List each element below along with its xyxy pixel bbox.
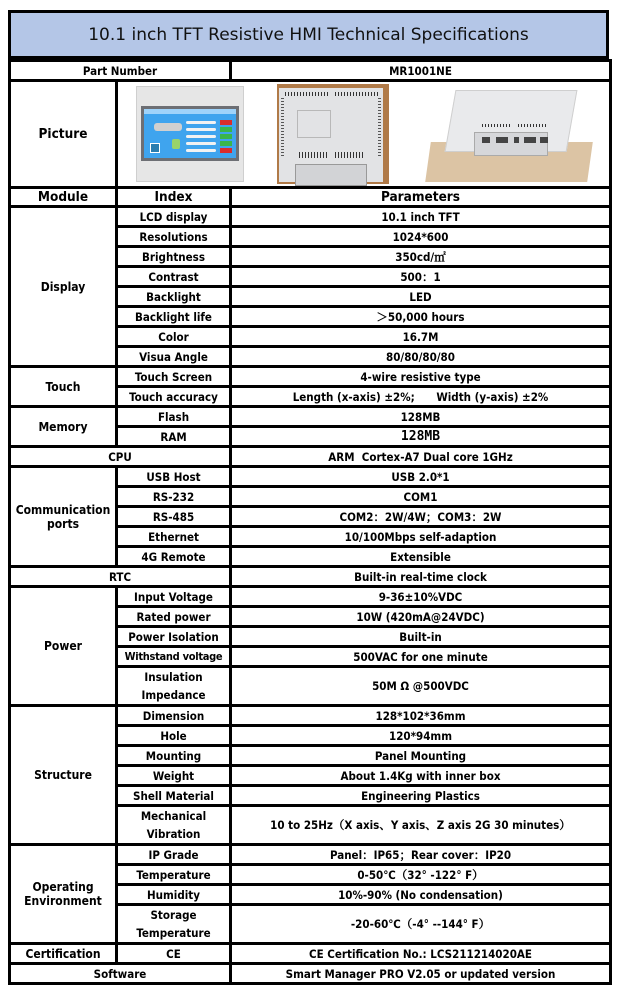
index-cell: Color	[117, 327, 231, 347]
index-cell: LCD display	[117, 207, 231, 227]
index-cell: 4G Remote	[117, 547, 231, 567]
index-cell: Weight	[117, 766, 231, 786]
value-cell: 120*94mm	[231, 726, 611, 746]
header-index: Index	[117, 188, 231, 207]
value-cell: USB 2.0*1	[231, 467, 611, 487]
value-cell: 4-wire resistive type	[231, 367, 611, 387]
index-cell: RAM	[117, 427, 231, 447]
index-cell: Temperature	[117, 865, 231, 885]
module-touch: Touch	[10, 367, 117, 407]
index-cell: Power Isolation	[117, 627, 231, 647]
value-cell: Extensible	[231, 547, 611, 567]
value-cell: 128MB	[231, 427, 611, 447]
index-cell: Input Voltage	[117, 587, 231, 607]
software-label: Software	[10, 964, 231, 984]
table-row	[10, 407, 611, 427]
index-cell: IP Grade	[117, 845, 231, 865]
product-pictures	[117, 81, 611, 188]
value-cell: CE Certification No.: LCS211214020AE	[231, 944, 611, 964]
cpu-row	[10, 447, 611, 467]
index-cell: Visua Angle	[117, 347, 231, 367]
part-number-row	[10, 61, 611, 81]
value-cell: 1024*600	[231, 227, 611, 247]
index-cell: Mounting	[117, 746, 231, 766]
software-row	[10, 964, 611, 984]
spec-table	[8, 59, 612, 985]
header-parameters: Parameters	[231, 188, 611, 207]
value-cell: COM1	[231, 487, 611, 507]
value-cell: Panel：IP65；Rear cover：IP20	[231, 845, 611, 865]
module-display: Display	[10, 207, 117, 367]
rtc-value: Built-in real-time clock	[231, 567, 611, 587]
table-row	[10, 706, 611, 726]
table-row	[10, 367, 611, 387]
index-cell: Backlight life	[117, 307, 231, 327]
index-cell: Touch accuracy	[117, 387, 231, 407]
value-cell: 10 to 25Hz（X axis、Y axis、Z axis 2G 30 minutes）	[231, 806, 611, 845]
value-cell: 9-36±10%VDC	[231, 587, 611, 607]
value-cell: Panel Mounting	[231, 746, 611, 766]
value-cell: 10.1 inch TFT	[231, 207, 611, 227]
part-number-value: MR1001NE	[231, 61, 611, 81]
index-cell: Mechanical Vibration	[117, 806, 231, 845]
rtc-row	[10, 567, 611, 587]
header-row	[10, 188, 611, 207]
value-cell: 50M Ω @500VDC	[231, 667, 611, 706]
index-cell: Dimension	[117, 706, 231, 726]
value-cell: About 1.4Kg with inner box	[231, 766, 611, 786]
value-cell: 500：1	[231, 267, 611, 287]
index-cell: Withstand voltage	[117, 647, 231, 667]
table-row	[10, 845, 611, 865]
module-memory: Memory	[10, 407, 117, 447]
value-cell: ＞50,000 hours	[231, 307, 611, 327]
cpu-value: ARM Cortex-A7 Dual core 1GHz	[231, 447, 611, 467]
value-cell: 10/100Mbps self-adaption	[231, 527, 611, 547]
index-cell: USB Host	[117, 467, 231, 487]
value-cell: 80/80/80/80	[231, 347, 611, 367]
module-communication: Communication ports	[10, 467, 117, 567]
index-cell: Insulation Impedance	[117, 667, 231, 706]
header-module: Module	[10, 188, 117, 207]
index-cell: Contrast	[117, 267, 231, 287]
index-cell: RS-485	[117, 507, 231, 527]
index-cell: Ethernet	[117, 527, 231, 547]
value-cell: 0-50℃（32° -122° F）	[231, 865, 611, 885]
picture-label: Picture	[10, 81, 117, 188]
value-cell: 350cd/㎡	[231, 247, 611, 267]
value-cell: 500VAC for one minute	[231, 647, 611, 667]
value-cell: 10%-90% (No condensation)	[231, 885, 611, 905]
module-environment: Operating Environment	[10, 845, 117, 944]
cpu-label: CPU	[10, 447, 231, 467]
index-cell: Rated power	[117, 607, 231, 627]
rtc-label: RTC	[10, 567, 231, 587]
table-row	[10, 587, 611, 607]
index-cell: Humidity	[117, 885, 231, 905]
value-cell: COM2：2W/4W；COM3：2W	[231, 507, 611, 527]
page-title: 10.1 inch TFT Resistive HMI Technical Specifications	[8, 10, 609, 59]
index-cell: Backlight	[117, 287, 231, 307]
product-front-image	[136, 86, 244, 182]
index-cell: Hole	[117, 726, 231, 746]
value-cell: 10W (420mA@24VDC)	[231, 607, 611, 627]
software-value: Smart Manager PRO V2.05 or updated version	[231, 964, 611, 984]
index-cell: Flash	[117, 407, 231, 427]
value-cell: Length (x-axis) ±2%; Width (y-axis) ±2%	[231, 387, 611, 407]
picture-row	[10, 81, 611, 188]
index-cell: CE	[117, 944, 231, 964]
part-number-label: Part Number	[10, 61, 231, 81]
product-back-image	[277, 84, 389, 184]
product-angled-image	[422, 84, 592, 184]
index-cell: Brightness	[117, 247, 231, 267]
index-cell: Resolutions	[117, 227, 231, 247]
module-certification: Certification	[10, 944, 117, 964]
value-cell: 128*102*36mm	[231, 706, 611, 726]
certification-row	[10, 944, 611, 964]
value-cell: Built-in	[231, 627, 611, 647]
value-cell: 128MB	[231, 407, 611, 427]
value-cell: -20-60℃（-4° --144° F）	[231, 905, 611, 944]
module-structure: Structure	[10, 706, 117, 845]
index-cell: Touch Screen	[117, 367, 231, 387]
table-row	[10, 207, 611, 227]
index-cell: RS-232	[117, 487, 231, 507]
value-cell: LED	[231, 287, 611, 307]
index-cell: Storage Temperature	[117, 905, 231, 944]
value-cell: 16.7M	[231, 327, 611, 347]
module-power: Power	[10, 587, 117, 706]
index-cell: Shell Material	[117, 786, 231, 806]
spec-sheet	[8, 10, 609, 985]
value-cell: Engineering Plastics	[231, 786, 611, 806]
table-row	[10, 467, 611, 487]
